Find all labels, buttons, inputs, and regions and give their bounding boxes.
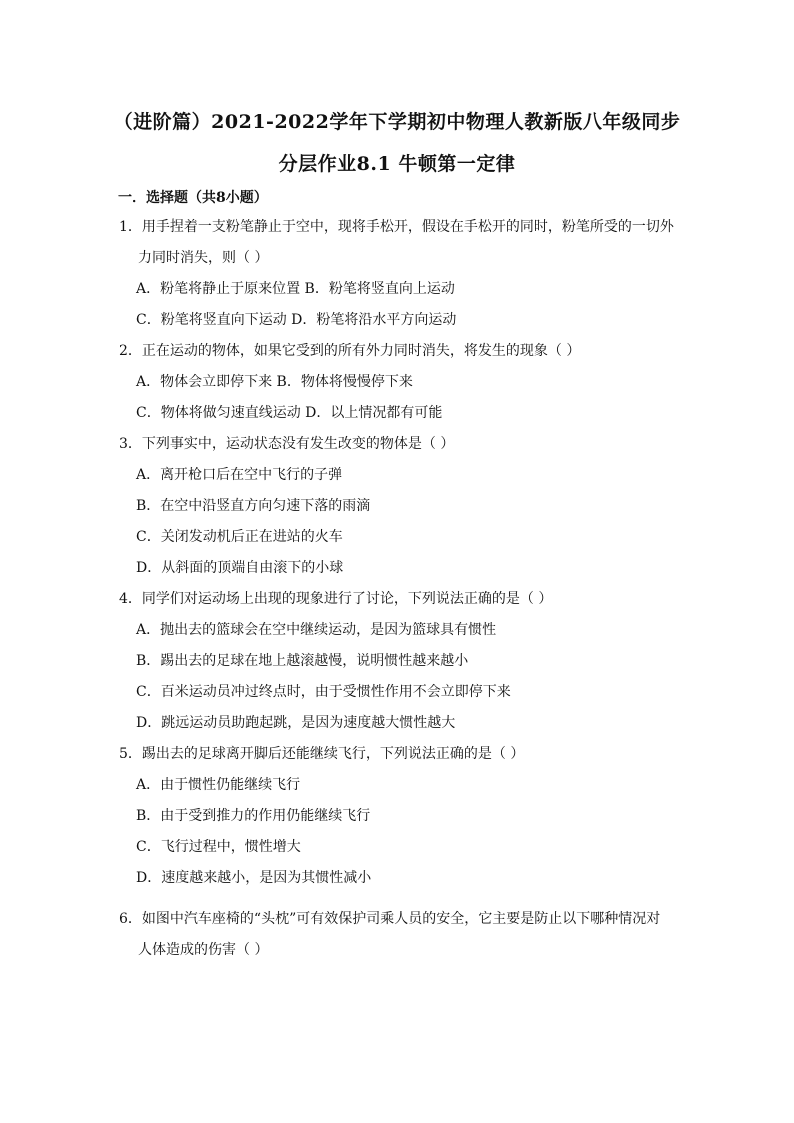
document-title-line-2: 分层作业8.1 牛顿第一定律 [278,153,516,175]
question-2-line-1: 2．正在运动的物体，如果它受到的所有外力同时消失，将发生的现象（ ） [119,343,581,359]
question-2-options-ab: A．物体会立即停下来 B．物体将慢慢停下来 [136,374,413,390]
question-6-line-1: 6．如图中汽车座椅的“头枕”可有效保护司乘人员的安全，它主要是防止以下哪种情况对 [119,911,661,927]
question-2-options-cd: C．物体将做匀速直线运动 D．以上情况都有可能 [136,405,443,421]
question-3-option-a: A．离开枪口后在空中飞行的子弹 [136,467,343,483]
question-4-option-d: D．跳远运动员助跑起跳，是因为速度越大惯性越大 [136,715,456,731]
question-1-options-ab: A．粉笔将静止于原来位置 B．粉笔将竖直向上运动 [136,281,455,297]
question-1-options-cd: C．粉笔将竖直向下运动 D．粉笔将沿水平方向运动 [136,312,457,328]
document-title-line-1: （进阶篇）2021-2022学年下学期初中物理人教新版八年级同步 [113,111,681,133]
question-4-option-b: B．踢出去的足球在地上越滚越慢，说明惯性越来越小 [136,653,469,669]
question-5-option-d: D．速度越来越小，是因为其惯性减小 [136,870,372,886]
question-5-option-b: B．由于受到推力的作用仍能继续飞行 [136,808,371,824]
question-5-line-1: 5．踢出去的足球离开脚后还能继续飞行，下列说法正确的是（ ） [119,746,525,762]
question-1-line-1: 1．用手捏着一支粉笔静止于空中，现将手松开，假设在手松开的同时，粉笔所受的一切外 [119,219,674,235]
question-3-option-b: B．在空中沿竖直方向匀速下落的雨滴 [136,498,371,514]
section-heading: 一．选择题（共8小题） [118,190,268,206]
question-6-line-2: 人体造成的伤害（ ） [138,942,269,958]
question-5-option-a: A．由于惯性仍能继续飞行 [136,777,301,793]
question-1-line-2: 力同时消失，则（ ） [138,250,269,266]
question-3-option-c: C．关闭发动机后正在进站的火车 [136,529,343,545]
question-4-option-a: A．抛出去的篮球会在空中继续运动，是因为篮球具有惯性 [136,622,497,638]
question-4-option-c: C．百米运动员冲过终点时，由于受惯性作用不会立即停下来 [136,684,511,700]
question-3-option-d: D．从斜面的顶端自由滚下的小球 [136,560,344,576]
question-5-option-c: C．飞行过程中，惯性增大 [136,839,301,855]
question-4-line-1: 4．同学们对运动场上出现的现象进行了讨论，下列说法正确的是（ ） [119,591,553,607]
question-3-line-1: 3．下列事实中，运动状态没有发生改变的物体是（ ） [119,436,455,452]
